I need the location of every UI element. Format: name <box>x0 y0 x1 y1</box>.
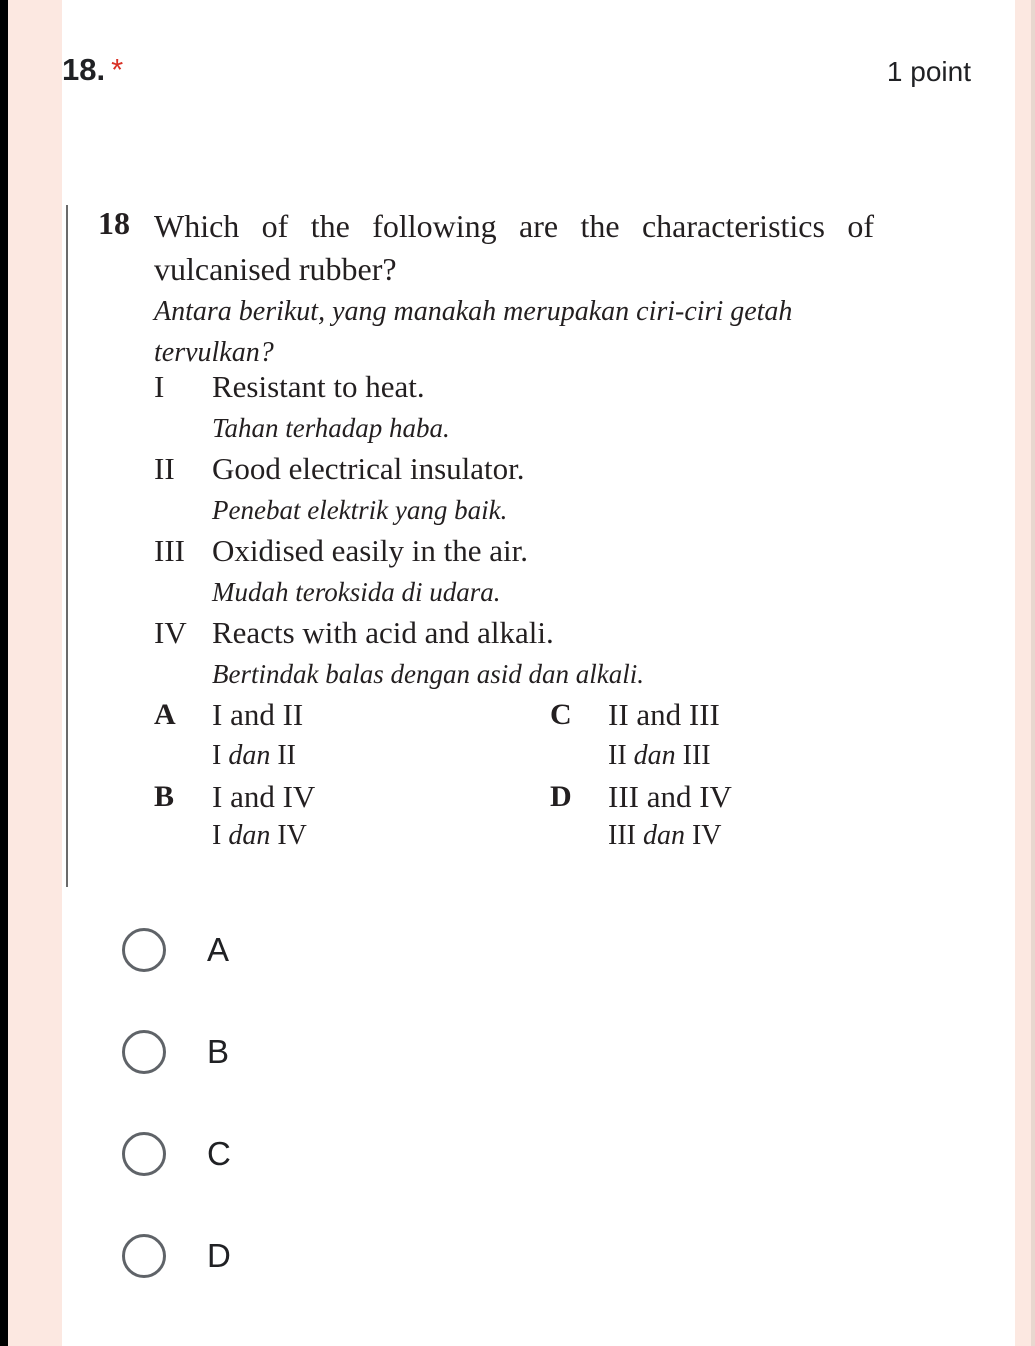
question-points: 1 point <box>886 56 971 87</box>
option-malay: I dan IV <box>212 820 307 851</box>
question-stem-english: Which of the following are the characteristics of vulcanised rubber? <box>154 208 874 287</box>
screen-edge-right <box>1031 0 1035 1346</box>
option-english: II and III <box>608 697 720 732</box>
question-title <box>62 52 123 88</box>
statement-english: Oxidised easily in the air. <box>212 533 528 568</box>
option-letter: D <box>550 780 572 813</box>
option-letter: B <box>154 780 175 813</box>
statement-english: Good electrical insulator. <box>212 451 525 486</box>
statement-english: Resistant to heat. <box>212 369 425 404</box>
radio-button[interactable] <box>122 1132 166 1176</box>
question-number: 18. <box>62 52 106 87</box>
option-letter: A <box>154 698 176 731</box>
option-malay: I dan II <box>212 740 296 771</box>
question-image <box>66 205 898 887</box>
statement-malay: Tahan terhadap haba. <box>212 413 450 443</box>
choice-b[interactable] <box>62 1024 362 1084</box>
choice-label: C <box>207 1135 231 1172</box>
statement-malay: Penebat elektrik yang baik. <box>212 495 508 525</box>
option-english: III and IV <box>608 779 732 814</box>
question-stem-malay: Antara berikut, yang manakah merupakan ciri-ciri getah tervulkan? <box>154 296 793 368</box>
radio-button[interactable] <box>122 1234 166 1278</box>
image-question-number: 18 <box>98 205 130 241</box>
choice-label: A <box>207 931 230 968</box>
choice-d[interactable] <box>62 1228 362 1288</box>
radio-button[interactable] <box>122 1030 166 1074</box>
choice-c[interactable] <box>62 1126 362 1186</box>
statement-malay: Bertindak balas dengan asid dan alkali. <box>212 659 644 689</box>
option-malay: II dan III <box>608 740 711 771</box>
option-malay: III dan IV <box>608 820 722 851</box>
required-asterisk: * <box>111 52 124 87</box>
statement-malay: Mudah teroksida di udara. <box>212 577 501 607</box>
statement-number: IV <box>154 615 187 650</box>
statement-english: Reacts with acid and alkali. <box>212 615 554 650</box>
statement-number: III <box>154 533 185 568</box>
screen-edge-left <box>0 0 8 1346</box>
statement-number: I <box>154 369 165 404</box>
choice-label: D <box>207 1237 231 1274</box>
option-english: I and II <box>212 697 304 732</box>
option-english: I and IV <box>212 779 316 814</box>
choice-a[interactable] <box>62 922 362 982</box>
radio-button[interactable] <box>122 928 166 972</box>
statement-number: II <box>154 451 175 486</box>
option-letter: C <box>550 698 572 731</box>
choice-label: B <box>207 1033 230 1070</box>
